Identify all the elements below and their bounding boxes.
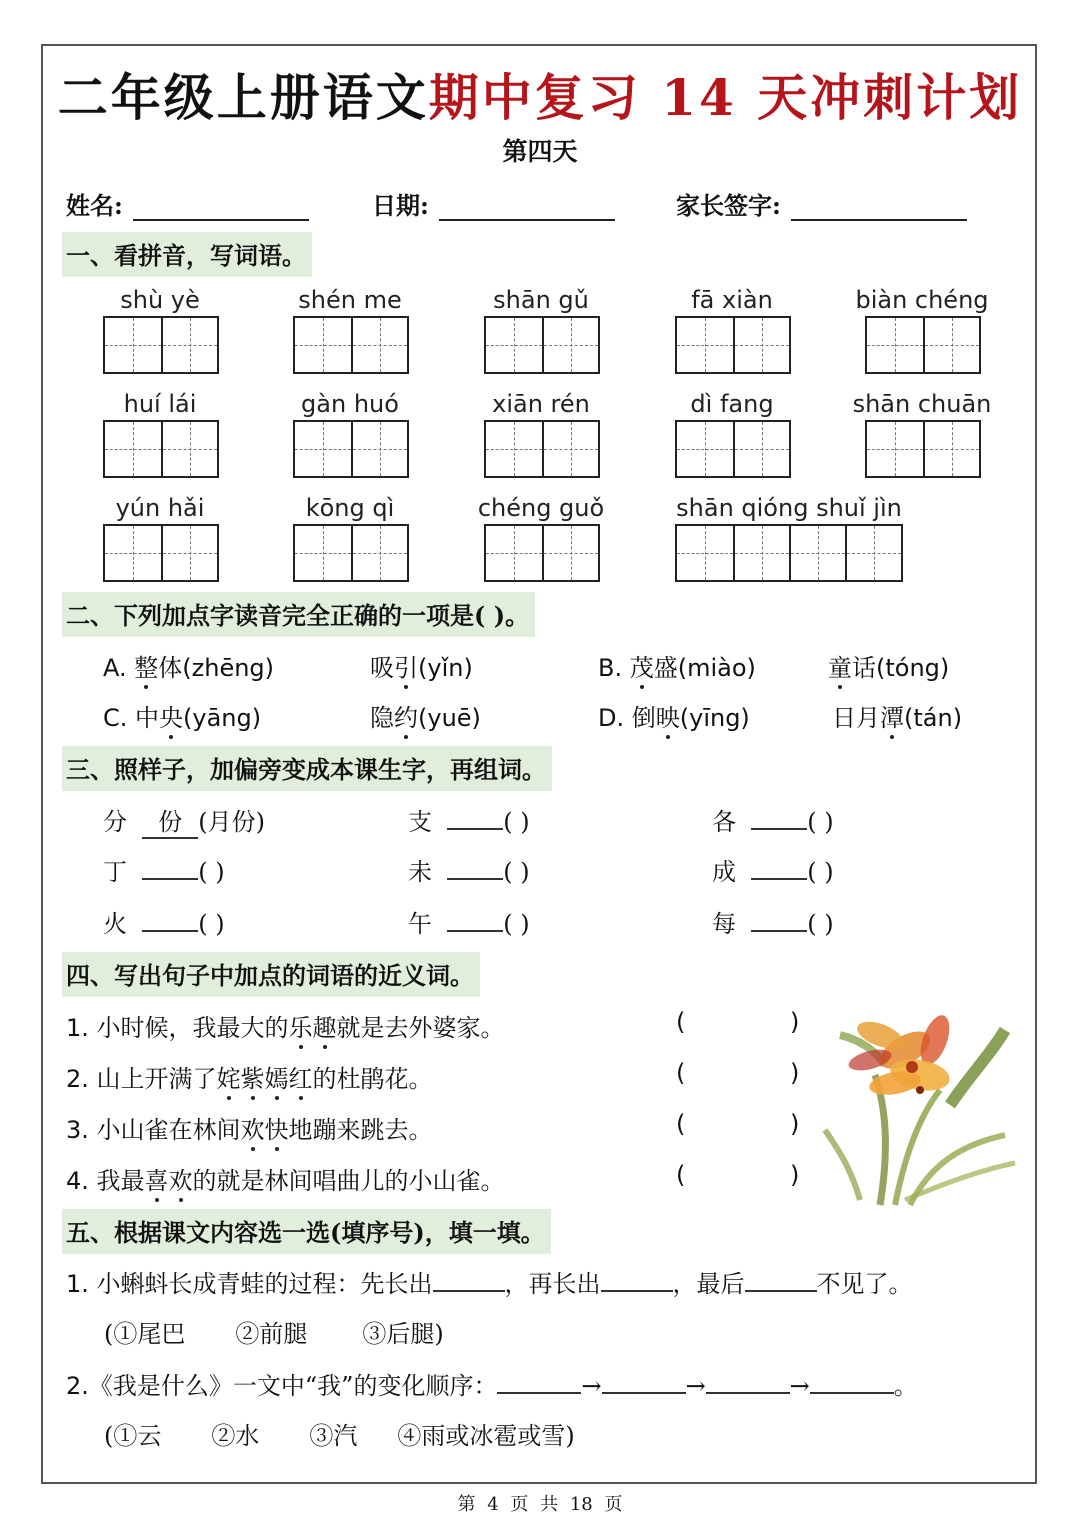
pinyin-label: shén me — [298, 286, 402, 314]
q5-2-blank-1[interactable] — [497, 1392, 581, 1394]
grid-cell[interactable] — [105, 422, 161, 476]
option-c-word2: 隐约(yuē) — [370, 698, 481, 733]
grid-cell[interactable] — [733, 318, 789, 372]
name-label: 姓名: — [66, 191, 123, 220]
grid-cell[interactable] — [486, 526, 542, 580]
q5-1-blank-3[interactable] — [745, 1290, 817, 1292]
grid-cell[interactable] — [845, 526, 901, 580]
grid-cell[interactable] — [867, 422, 923, 476]
grid-cell[interactable] — [295, 422, 351, 476]
grid-cell[interactable] — [295, 526, 351, 580]
signature-label: 家长签字: — [676, 191, 781, 220]
option-b: B. 茂盛(miào) — [598, 648, 756, 683]
word-paren[interactable]: ( ) — [807, 858, 834, 886]
dotted-char: 红 — [289, 1059, 313, 1094]
word-paren[interactable]: ( ) — [503, 910, 530, 938]
dotted-char: 乐 — [289, 1008, 313, 1043]
answer-blank[interactable] — [447, 930, 503, 932]
answer-paren-open[interactable]: ( — [676, 1059, 686, 1087]
pinyin-label: shān gǔ — [493, 286, 589, 314]
section-2-heading: 二、下列加点字读音完全正确的一项是( )。 — [62, 592, 535, 637]
pinyin-label: xiān rén — [492, 390, 590, 418]
title-black: 二年级上册语文 — [57, 68, 429, 127]
grid-cell[interactable] — [351, 422, 407, 476]
q5-2-blank-2[interactable] — [602, 1392, 686, 1394]
answer-paren-close: ) — [790, 1059, 800, 1087]
radical-item: 午 ( ) — [408, 910, 530, 938]
grid-cell[interactable] — [677, 422, 733, 476]
writing-grid[interactable] — [293, 316, 409, 374]
writing-grid[interactable] — [484, 316, 600, 374]
writing-grid[interactable] — [865, 420, 981, 478]
dotted-char: 嫣 — [265, 1059, 289, 1094]
q5-2-blank-4[interactable] — [810, 1392, 894, 1394]
pinyin-label: shān chuān — [852, 390, 992, 418]
grid-cell[interactable] — [789, 526, 845, 580]
writing-grid[interactable] — [675, 524, 903, 582]
pinyin-label: kōng qì — [305, 494, 395, 522]
q5-1-blank-2[interactable] — [601, 1290, 673, 1292]
day-subtitle: 第四天 — [502, 137, 578, 166]
grid-cell[interactable] — [486, 422, 542, 476]
q5-1-blank-1[interactable] — [433, 1290, 505, 1292]
pinyin-label: biàn chéng — [855, 286, 989, 314]
radical-item: 未 ( ) — [408, 858, 530, 886]
grid-cell[interactable] — [105, 526, 161, 580]
writing-grid[interactable] — [865, 316, 981, 374]
section-1-heading: 一、看拼音，写词语。 — [62, 232, 312, 277]
grid-cell[interactable] — [733, 526, 789, 580]
dotted-char: 紫 — [241, 1059, 265, 1094]
word-paren[interactable]: ( ) — [198, 910, 225, 938]
answer-paren-open[interactable]: ( — [676, 1008, 686, 1036]
pinyin-label: chéng guǒ — [477, 494, 605, 522]
name-field[interactable] — [66, 186, 309, 221]
option-d-word2: 日月潭(tán) — [832, 698, 962, 733]
pinyin-label: shù yè — [120, 286, 200, 314]
answer-paren-open[interactable]: ( — [676, 1110, 686, 1138]
radical-item: 成 ( ) — [712, 858, 834, 886]
grid-cell[interactable] — [105, 318, 161, 372]
writing-grid[interactable] — [484, 420, 600, 478]
flower-illustration — [820, 995, 1030, 1210]
option-a-word2: 吸引(yǐn) — [370, 648, 473, 683]
word-paren[interactable]: ( ) — [503, 858, 530, 886]
section-3-heading: 三、照样子，加偏旁变成本课生字，再组词。 — [62, 746, 552, 791]
pinyin-label: gàn huó — [301, 390, 399, 418]
answer-blank[interactable] — [447, 878, 503, 880]
grid-cell[interactable] — [923, 422, 979, 476]
example-row: 分 份 (月份) — [103, 802, 265, 839]
dotted-char: 姹 — [217, 1059, 241, 1094]
dotted-char: 喜 — [145, 1161, 169, 1196]
q5-2-options: (①云 ②水 ③汽 ④雨或冰雹或雪) — [104, 1422, 575, 1450]
grid-cell[interactable] — [161, 526, 217, 580]
pinyin-label: yún hǎi — [115, 494, 205, 522]
radical-item: 丁 ( ) — [103, 858, 225, 886]
pinyin-label: fā xiàn — [691, 286, 773, 314]
pinyin-label: shān qióng shuǐ jìn — [676, 494, 902, 522]
answer-paren-close: ) — [790, 1110, 800, 1138]
grid-cell[interactable] — [677, 318, 733, 372]
synonym-sentence: 1. 小时候，我最大的乐趣就是去外婆家。 — [66, 1008, 505, 1043]
page-number: 第 4 页 共 18 页 — [457, 1494, 623, 1515]
dotted-char: 欢 — [241, 1110, 265, 1145]
writing-grid[interactable] — [675, 316, 791, 374]
synonym-sentence: 3. 小山雀在林间欢快地蹦来跳去。 — [66, 1110, 433, 1145]
pinyin-label: huí lái — [123, 390, 197, 418]
word-paren[interactable]: ( ) — [503, 808, 530, 836]
grid-cell[interactable] — [161, 422, 217, 476]
page-title — [0, 58, 1080, 130]
grid-cell[interactable] — [677, 526, 733, 580]
synonym-sentence: 4. 我最喜欢的就是林间唱曲儿的小山雀。 — [66, 1161, 505, 1196]
answer-blank[interactable] — [751, 828, 807, 830]
grid-cell[interactable] — [161, 318, 217, 372]
word-paren[interactable]: ( ) — [807, 910, 834, 938]
grid-cell[interactable] — [923, 318, 979, 372]
grid-cell[interactable] — [542, 318, 598, 372]
parent-signature-field[interactable] — [676, 186, 967, 221]
grid-cell[interactable] — [867, 318, 923, 372]
radical-item: 各 ( ) — [712, 808, 834, 836]
radical-item: 支 ( ) — [408, 808, 530, 836]
date-input-line[interactable] — [439, 193, 615, 221]
writing-grid[interactable] — [675, 420, 791, 478]
option-b-word2: 童话(tóng) — [828, 648, 949, 683]
writing-grid[interactable] — [484, 524, 600, 582]
answer-blank[interactable] — [751, 930, 807, 932]
date-field[interactable] — [372, 186, 615, 221]
date-label: 日期: — [372, 191, 429, 220]
answer-blank[interactable] — [447, 828, 503, 830]
dotted-char: 欢 — [169, 1161, 193, 1196]
option-c: C. 中央(yāng) — [103, 698, 261, 733]
answer-paren-close: ) — [790, 1008, 800, 1036]
writing-grid[interactable] — [103, 420, 219, 478]
section-4-heading: 四、写出句子中加点的词语的近义词。 — [62, 952, 480, 997]
dotted-char: 快 — [265, 1110, 289, 1145]
writing-grid[interactable] — [293, 524, 409, 582]
section-5-heading: 五、根据课文内容选一选(填序号)，填一填。 — [62, 1209, 551, 1254]
grid-cell[interactable] — [351, 318, 407, 372]
writing-grid[interactable] — [103, 524, 219, 582]
grid-cell[interactable] — [295, 318, 351, 372]
grid-cell[interactable] — [351, 526, 407, 580]
answer-paren-open[interactable]: ( — [676, 1161, 686, 1189]
writing-grid[interactable] — [103, 316, 219, 374]
title-red: 期中复习 14 天冲刺计划 — [428, 68, 1023, 127]
radical-item: 火 ( ) — [103, 910, 225, 938]
q5-1: 1. 小蝌蚪长成青蛙的过程：先长出 ，再长出 ，最后 不见了。 — [66, 1270, 913, 1298]
answer-paren-close: ) — [790, 1161, 800, 1189]
word-paren[interactable]: ( ) — [807, 808, 834, 836]
name-input-line[interactable] — [133, 193, 309, 221]
word-paren[interactable]: ( ) — [198, 858, 225, 886]
option-d: D. 倒映(yīng) — [598, 698, 750, 733]
radical-item: 每 ( ) — [712, 910, 834, 938]
writing-grid[interactable] — [293, 420, 409, 478]
q5-2-blank-3[interactable] — [706, 1392, 790, 1394]
option-a: A. 整体(zhēng) — [103, 648, 274, 683]
signature-input-line[interactable] — [791, 193, 967, 221]
pinyin-label: dì fang — [690, 390, 774, 418]
answer-blank[interactable] — [142, 930, 198, 932]
grid-cell[interactable] — [486, 318, 542, 372]
grid-cell[interactable] — [542, 526, 598, 580]
grid-cell[interactable] — [733, 422, 789, 476]
answer-blank[interactable] — [142, 878, 198, 880]
dotted-char: 趣 — [313, 1008, 337, 1043]
grid-cell[interactable] — [542, 422, 598, 476]
synonym-sentence: 2. 山上开满了姹紫嫣红的杜鹃花。 — [66, 1059, 433, 1094]
answer-blank[interactable] — [751, 878, 807, 880]
q5-1-options: (①尾巴 ②前腿 ③后腿) — [104, 1320, 444, 1348]
q5-2: 2.《我是什么》一文中“我”的变化顺序： → → → 。 — [66, 1372, 918, 1400]
